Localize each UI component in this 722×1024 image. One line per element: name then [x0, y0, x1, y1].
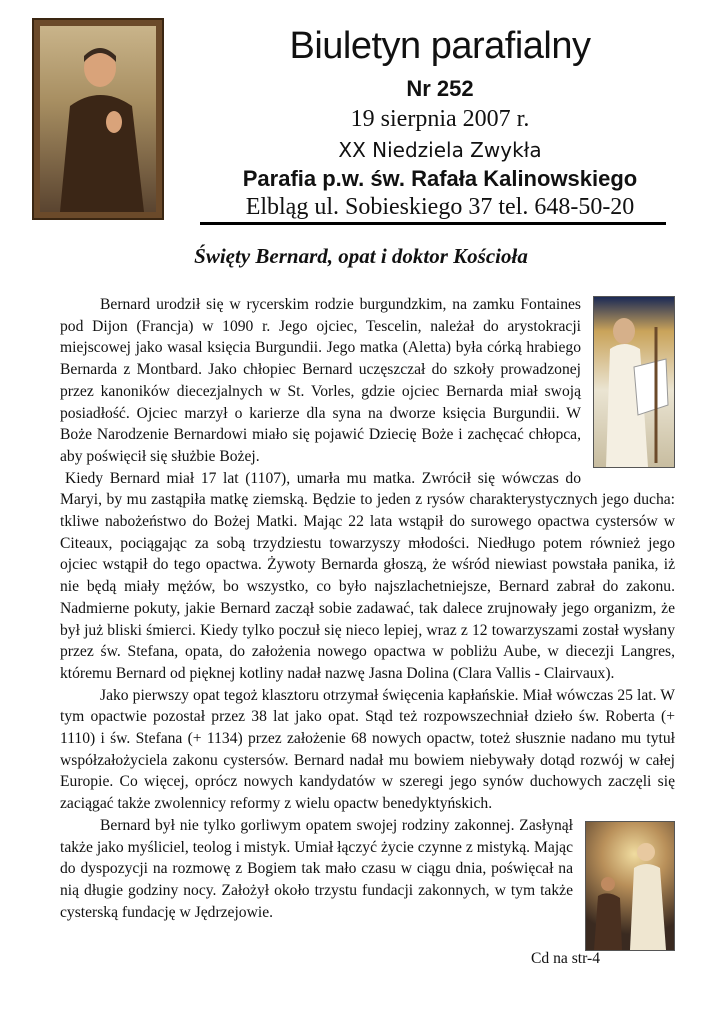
- saint-portrait-painting: [40, 26, 156, 212]
- issue-number: Nr 252: [406, 76, 474, 101]
- article-title: Święty Bernard, opat i doktor Kościoła: [194, 244, 528, 268]
- parish-name: Parafia p.w. św. Rafała Kalinowskiego: [242, 166, 638, 191]
- liturgical-sunday: XX Niedziela Zwykła: [338, 138, 542, 162]
- article-body: [60, 294, 675, 953]
- saint-bernard-icon-image: [593, 296, 675, 468]
- article-paragraph: Jako pierwszy opat tegoż klasztoru otrzymał święcenia kapłańskie. Miał wówczas 25 lat. W tym opactwie pozostał przez 38 lat jako opat. Stąd też rozpowszechniał dzieło św. Roberta (+ 1110) i św. Stefana (+ 1134) przez założenie 68 nowych opactw, toteż słusznie nadano mu tytuł współzałożyciela zakonu cystersów. Bernard nadał mu bowiem niebywały dotąd rozwój w całej Europie. Co więcej, oprócz nowych kandydatów w szeregi jego synów duchowych zaczęli się zaciągać także zwolennicy reformy z wielu opactw benedyktyńskich.: [60, 686, 675, 813]
- continued-on-page-note: Cd na str-4: [531, 950, 600, 967]
- bulletin-title: Biuletyn parafialny: [289, 25, 591, 67]
- monks-figures-icon: [586, 822, 674, 950]
- issue-date: 19 sierpnia 2007 r.: [350, 106, 530, 132]
- article-paragraph: Bernard był nie tylko gorliwym opatem swojej rodziny zakonnej. Zasłynął także jako myśliciel, teolog i mistyk. Umiał łączyć życie czynne z mistyką. Mając do dyspozycji na rozmowę z Bogiem tak mało czasu w ciągu dnia, poświęcał na nią długie godziny nocy. Założył około trzystu fundacji zakonnych, w tym także cysterską fundację w Jędrzejowie.: [60, 816, 573, 921]
- monk-figure-icon: [40, 26, 156, 212]
- article-paragraph: Bernard urodził się w rycerskim rodzie burgundzkim, na zamku Fontaines pod Dijon (Francja) w 1090 r. Jego ojciec, Tescelin, należał do arystokracji miejscowej jako wasal księcia Burgundii. Jego matka (Aletta) była córką hrabiego Bernarda z Montbard. Jako chłopiec Bernard uczęszczał do szkoły prowadzonej przez kanoników diecezjalnych w St. Vorles, gdzie ojciec Bernarda miał swoją posiadłość. Ojciec marzył o karierze dla syna na dworze księcia Burgundii. W Boże Narodzenie Bernardowi miało się pojawić Dziecię Boże i zachęcać chłopca, aby poświęcił się służbie Bożej.: [60, 296, 581, 465]
- header-divider: [200, 222, 666, 225]
- header-portrait-image: [32, 18, 164, 220]
- parish-address: Elbląg ul. Sobieskiego 37 tel. 648-50-20: [245, 194, 635, 220]
- saint-bernard-figure-icon: [594, 297, 674, 467]
- article-paragraph: Kiedy Bernard miał 17 lat (1107), umarła mu matka. Zwrócił się wówczas do Maryi, by mu zastąpiła matkę ziemską. Będzie to jeden z rysów charakterystycznych jego ducha: tkliwe nabożeństwo do Bożej Matki. Mając 22 lata wstąpił do surowego opactwa cystersów w Citeaux, pociągając za sobą trzydziestu towarzyszy młodości. Niedługo potem również jego ojciec wstąpił do tego opactwa. Żywoty Bernarda głoszą, że wśród niewiast powstała panika, iż nie będą miały mężów, bo wszystko, co było najszlachetniejsze, Bernard zabrał do zakonu. Nadmierne pokuty, jakie Bernard zaczął sobie zadawać, tak dalece zrujnowały jego organizm, że był już bliski śmierci. Kiedy tylko poczuł się nieco lepiej, wraz z 12 towarzyszami został wysłany przez św. Stefana, opata, do założenia nowego opactwa w pobliżu Aube, w diecezji Langres, któremu Bernard od pięknej kotliny nadał nazwę Jasna Dolina (Clara Vallis - Clairvaux).: [60, 469, 675, 682]
- monks-painting-image: [585, 821, 675, 951]
